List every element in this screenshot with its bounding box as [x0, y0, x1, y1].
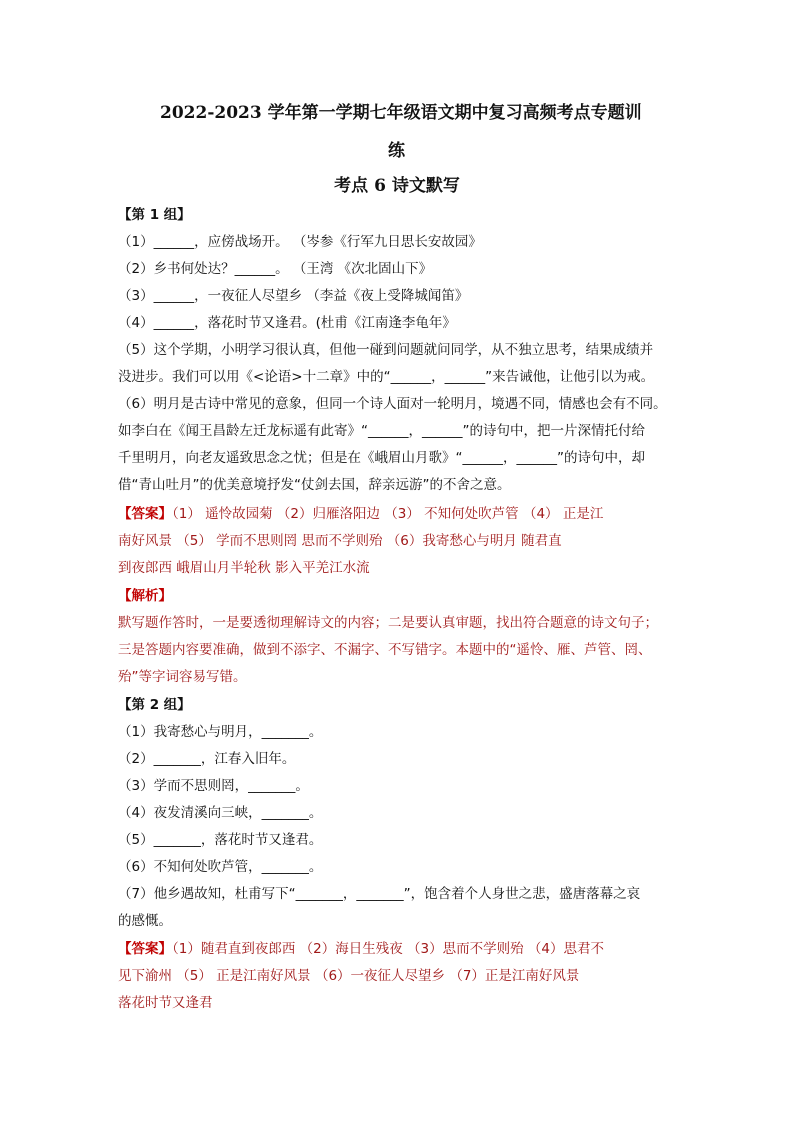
- group-2-question-1: （1）我寄愁心与明月，_______。: [118, 724, 323, 740]
- group-1-answer: [118, 501, 678, 527]
- group-1-question-2: （2）乡书何处达？______。 （王湾 《次北固山下》: [118, 261, 433, 277]
- analysis-text-cont-2: 殆”等字词容易写错。: [118, 669, 247, 685]
- group-2-question-7-cont: 的感慨。: [118, 913, 172, 929]
- analysis-text-cont-1: 三是答题内容要准确，做到不添字、不漏字、不写错字。本题中的“遥怜、雁、芦管、罔、: [118, 642, 652, 658]
- group-2-header: 【第 2 组】: [118, 697, 191, 713]
- group-2-answer: [118, 936, 678, 962]
- group-1-question-3: （3）______，一夜征人尽望乡 （李益《夜上受降城闻笛》: [118, 288, 469, 304]
- answer-tag: 【答案】: [118, 941, 172, 957]
- group-1-answer-cont-1: 南好风景 （5） 学而不思则罔 思而不学则殆 （6）我寄愁心与明月 随君直: [118, 533, 562, 549]
- group-1-answer-cont-2: 到夜郎西 峨眉山月半轮秋 影入平羌江水流: [118, 560, 370, 576]
- analysis-tag: 【解析】: [118, 588, 172, 604]
- analysis-text: 默写题作答时，一是要透彻理解诗文的内容；二是要认真审题，找出符合题意的诗文句子；: [118, 615, 658, 631]
- group-1-question-5: （5）这个学期，小明学习很认真，但他一碰到问题就问同学，从不独立思考，结果成绩并: [118, 342, 654, 358]
- group-2-question-5: （5）_______，落花时节又逢君。: [118, 832, 323, 848]
- group-1-question-6-cont-3: 借“青山吐月”的优美意境抒发“仗剑去国，辞亲远游”的不舍之意。: [118, 477, 511, 493]
- topic-heading: 考点 6 诗文默写: [334, 176, 460, 196]
- group-2-question-4: （4）夜发清溪向三峡，_______。: [118, 805, 323, 821]
- group-1-question-6: （6）明月是古诗中常见的意象，但同一个诗人面对一轮明月，境遇不同，情感也会有不同。: [118, 396, 667, 412]
- answer-text: （1） 遥怜故园菊 （2）归雁洛阳边 （3） 不知何处吹芦管 （4） 正是江: [172, 506, 604, 522]
- group-1-question-1: （1）______，应傍战场开。 （岑参《行军九日思长安故园》: [118, 234, 482, 250]
- group-2-question-3: （3）学而不思则罔，_______。: [118, 778, 309, 794]
- group-2-question-7: （7）他乡遇故知，杜甫写下“_______，_______”，饱含着个人身世之悲，盛唐落幕之哀: [118, 886, 641, 902]
- document-title-continued: 练: [388, 141, 405, 161]
- group-1-question-6-cont-1: 如李白在《闻王昌龄左迁龙标遥有此寄》“______，______”的诗句中，把一片深情托付给: [118, 423, 645, 439]
- answer-tag: 【答案】: [118, 506, 172, 522]
- document-title: 2022-2023 学年第一学期七年级语文期中复习高频考点专题训: [160, 103, 642, 123]
- group-2-question-6: （6）不知何处吹芦管，_______。: [118, 859, 323, 875]
- group-1-question-5-cont: 没进步。我们可以用《<论语>十二章》中的“______，______”来告诫他，让他引以为戒。: [118, 369, 655, 385]
- answer-text: （1）随君直到夜郎西 （2）海日生残夜 （3）思而不学则殆 （4）思君不: [172, 941, 604, 957]
- group-2-question-2: （2）_______，江春入旧年。: [118, 751, 296, 767]
- group-1-header: 【第 1 组】: [118, 207, 191, 223]
- group-2-answer-cont-2: 落花时节又逢君: [118, 995, 213, 1011]
- group-1-question-6-cont-2: 千里明月，向老友遥致思念之忧；但是在《峨眉山月歌》“______，______”的诗句中，却: [118, 450, 645, 466]
- group-2-answer-cont-1: 见下渝州 （5） 正是江南好风景 （6）一夜征人尽望乡 （7）正是江南好风景: [118, 968, 580, 984]
- group-1-question-4: （4）______，落花时节又逢君。(杜甫《江南逢李龟年》: [118, 315, 456, 331]
